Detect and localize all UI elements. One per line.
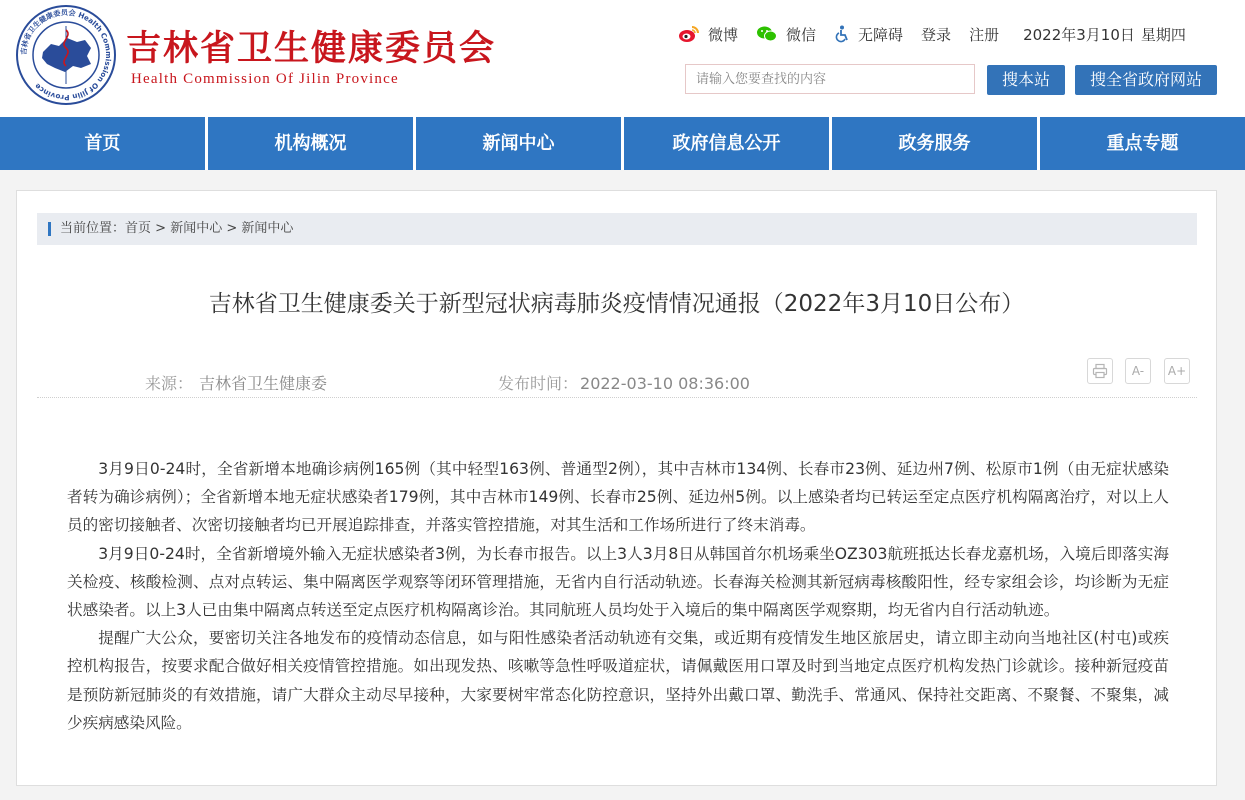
article-source: [145, 371, 327, 394]
article-panel: [16, 190, 1217, 786]
nav-news[interactable]: 新闻中心: [416, 117, 624, 170]
nav-topics[interactable]: 重点专题: [1106, 133, 1179, 154]
source-value: 吉林省卫生健康委: [199, 374, 328, 393]
weibo-link[interactable]: [678, 24, 738, 45]
date-text: 2022年3月10日: [1023, 25, 1135, 44]
font-decrease-button[interactable]: A-: [1125, 358, 1151, 384]
accessibility-label: 无障碍: [858, 25, 904, 44]
register-label: 注册: [969, 25, 1000, 44]
weibo-label: 微博: [708, 25, 739, 44]
font-increase-button[interactable]: A+: [1164, 358, 1190, 384]
source-label: 来源：: [145, 374, 194, 393]
breadcrumb-home[interactable]: 首页: [125, 221, 152, 236]
article-paragraph: 3月9日0-24时，全省新增境外输入无症状感染者3例，为长春市报告。以上3人3月8日从韩国首尔机场乘坐OZ303航班抵达长春龙嘉机场，入境后即落实海关检疫、核酸检测、点对点转运、集中隔离医学观察等闭环管理措施，无省内自行活动轨迹。长春海关检测其新冠病毒核酸阳性，经专家组会诊，均诊断为无症状感染者。以上3人已由集中隔离点转送至定点医疗机构隔离诊治。其同航班人员均处于入境后的集中隔离医学观察期，均无省内自行活动轨迹。: [67, 544, 1169, 620]
nav-about[interactable]: 机构概况: [208, 117, 416, 170]
breadcrumb-separator: >: [222, 221, 242, 236]
site-title-en: Health Commission Of Jilin Province: [131, 71, 399, 87]
weekday-text: 星期四: [1140, 25, 1186, 44]
main-nav: [0, 117, 1245, 170]
site-header: [0, 0, 1245, 117]
print-icon: [1092, 363, 1108, 379]
wechat-icon: [756, 25, 778, 43]
emblem-logo[interactable]: [15, 4, 117, 106]
search-gov-button[interactable]: 搜全省政府网站: [1075, 65, 1217, 95]
nav-home[interactable]: 首页: [0, 117, 208, 170]
breadcrumb: [37, 213, 1197, 245]
print-button[interactable]: [1087, 358, 1113, 384]
current-date: [1023, 24, 1186, 45]
wechat-label: 微信: [786, 25, 817, 44]
top-links: [678, 20, 1186, 48]
nav-gov-info[interactable]: 政府信息公开: [624, 117, 832, 170]
emblem-ring-text: 吉林省卫生健康委员会 Health Commission Of Jilin Province: [18, 7, 114, 103]
site-title-cn: 吉林省卫生健康委员会: [126, 28, 497, 69]
time-label: 发布时间：: [498, 374, 579, 393]
weibo-icon: [678, 25, 700, 43]
breadcrumb-news-center[interactable]: 新闻中心: [170, 221, 223, 236]
breadcrumb-separator: >: [151, 221, 171, 236]
article-body: [67, 455, 1169, 737]
login-label: 登录: [921, 25, 952, 44]
nav-services[interactable]: 政务服务: [832, 117, 1040, 170]
breadcrumb-prefix: 当前位置：: [60, 221, 126, 236]
register-link[interactable]: [969, 24, 999, 45]
accessibility-icon: [834, 25, 850, 43]
meta-divider: [37, 397, 1197, 398]
wechat-link[interactable]: [756, 24, 816, 45]
article-paragraph: 3月9日0-24时，全省新增本地确诊病例165例（其中轻型163例、普通型2例），其中吉林市134例、长春市23例、延边州7例、松原市1例（由无症状感染者转为确诊病例）；全省新增本地无症状感染者179例，其中吉林市149例、长春市25例、延边州5例。以上感染者均已转运至定点医疗机构隔离治疗，对以上人员的密切接触者、次密切接触者均已开展追踪排查，并落实管控措施，对其生活和工作场所进行了终末消毒。: [67, 460, 1169, 535]
time-value: 2022-03-10 08:36:00: [580, 374, 750, 393]
article-publish-time: [498, 371, 750, 394]
breadcrumb-trail: [60, 213, 293, 245]
article-title: 吉林省卫生健康委关于新型冠状病毒肺炎疫情情况通报（2022年3月10日公布）: [208, 291, 1025, 317]
login-link[interactable]: [921, 24, 951, 45]
search-input[interactable]: [685, 64, 975, 94]
search-site-button[interactable]: 搜本站: [987, 65, 1065, 95]
breadcrumb-news-center-current[interactable]: 新闻中心: [241, 221, 294, 236]
breadcrumb-accent: [48, 222, 51, 236]
accessibility-link[interactable]: [834, 24, 903, 45]
article-paragraph: 提醒广大公众，要密切关注各地发布的疫情动态信息，如与阳性感染者活动轨迹有交集，或近期有疫情发生地区旅居史，请立即主动向当地社区(村屯)或疾控机构报告，按要求配合做好相关疫情管控措施。如出现发热、咳嗽等急性呼吸道症状，请佩戴医用口罩及时到当地定点医疗机构发热门诊就诊。接种新冠疫苗是预防新冠肺炎的有效措施，请广大群众主动尽早接种，大家要树牢常态化防控意识，坚持外出戴口罩、勤洗手、常通风、保持社交距离、不聚餐、不聚集，减少疾病感染风险。: [67, 629, 1169, 732]
